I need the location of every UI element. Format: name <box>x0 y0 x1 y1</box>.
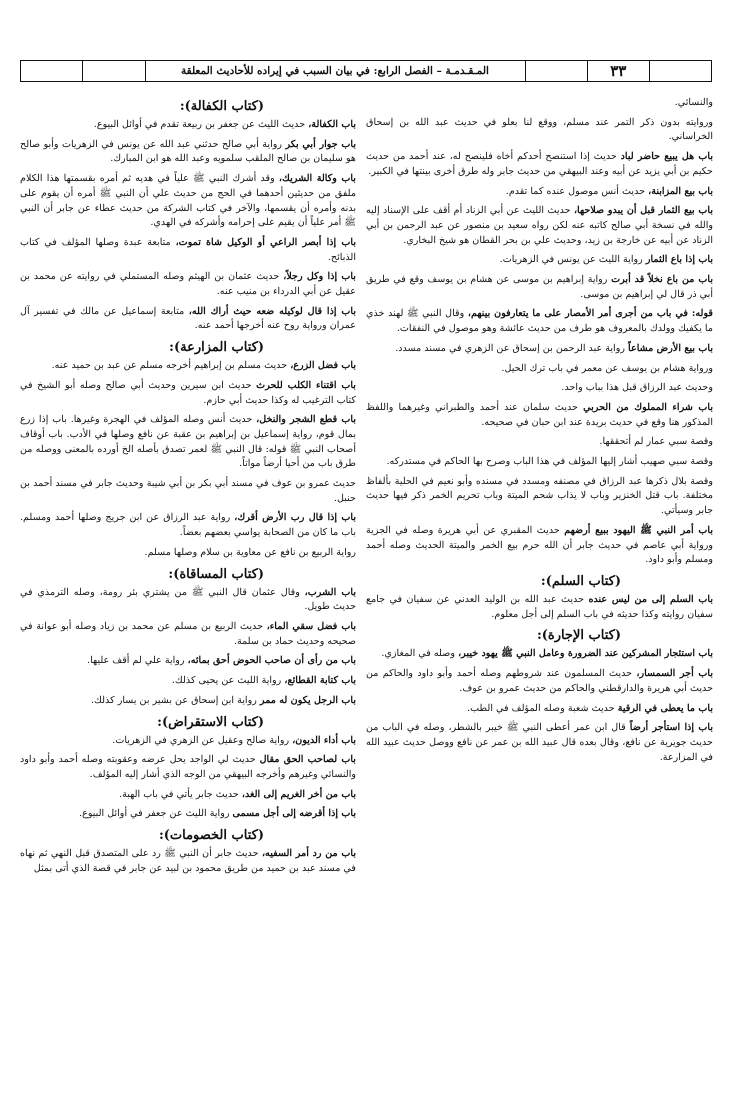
paragraph <box>20 674 356 689</box>
chapter-label: باب إذا استأجر أرضاً <box>629 722 713 734</box>
paragraph-text: حديث جابر أن النبي ﷺ رد على المتصدق قبل النهي ثم نهاه في مسند عبد بن حميد من طريق محمود بن لبيد عن جابر في قصة الذي أتى بمثل <box>20 848 356 874</box>
section-heading: (كتاب الكفالة): <box>179 99 264 114</box>
chapter-label: باب إذا باع الثمار <box>645 254 713 266</box>
paragraph-text: حديث لي الواجد يحل عرضه وعقوبته وصله أحمد وأبو داود والنسائي وغيرهم وأخرجه البيهقي من الوجه الذي أشار إليه المؤلف. <box>20 754 356 780</box>
paragraph <box>366 647 713 662</box>
right-text-column <box>366 96 713 1056</box>
paragraph-text: وروايته بدون ذكر التمر عند مسلم، ووقع لنا بعلو في حديث عبد الله بن إسحاق الخراساني. <box>366 116 713 143</box>
chapter-label: باب بيع الأرض مشاعاً <box>628 342 713 354</box>
paragraph <box>20 753 356 782</box>
chapter-label: باب استئجار المشركين عند الضرورة وعامل النبي ﷺ يهود خيبر، <box>458 648 713 660</box>
chapter-label: قوله: في باب من أجرى أمر الأمصار على ما يتعارفون بينهم، <box>467 308 713 320</box>
chapter-label: باب فضل سقي الماء، <box>266 620 356 632</box>
paragraph-text: حديث مسلم بن إبراهيم أخرجه مسلم عن عبد بن حميد عنه. <box>51 360 291 372</box>
paragraph <box>366 667 713 696</box>
paragraph-text: حديث الليث عن أبي الزناد أم أقف على الإسناد إليه والله في نسخة أبي صالح كاتبه عنه لكن رواه سعيد بن منصور عن عبد الرحمن بن أبي الزناد عن أبيه عن خارجة بن زيد، وحديث علي بن بحر القطان هو شيخ البخاري. <box>366 205 713 246</box>
paragraph-text: حديث شعبة وصله المؤلف في الطب. <box>467 702 618 714</box>
paragraph <box>20 694 356 709</box>
paragraph-text: وقال عثمان قال النبي ﷺ من يشتري بئر رومة، وصله الترمذي في حديث طويل. <box>20 586 356 613</box>
chapter-label: باب من أخر الغريم إلى الغد، <box>241 788 356 800</box>
paragraph-text: وقصة سبي صهيب أشار إليها المؤلف في هذا الباب وصرح بها الحاكم في مستدركه. <box>386 456 713 468</box>
paragraph <box>20 788 356 803</box>
chapter-label: باب اقتناء الكلب للحرث <box>256 379 356 391</box>
chapter-label: باب إذا قال رب الأرض أقرك، <box>234 512 356 524</box>
paragraph <box>366 362 713 377</box>
chapter-label: باب الشرب، <box>304 586 356 598</box>
left-text-column <box>20 96 356 1061</box>
chapter-label: باب هل يبيع حاضر لباد <box>620 151 713 163</box>
running-title: المـقـدمـة – الفصل الرابع: في بيان السبب في إيراده للأحاديث المعلقة <box>145 61 525 81</box>
chapter-label: باب ما يعطى في الرقية <box>617 702 713 714</box>
paragraph <box>366 96 713 111</box>
chapter-label: باب أجر السمسار، <box>636 668 713 680</box>
paragraph <box>20 270 356 299</box>
chapter-label: باب إذا أبصر الراعي أو الوكيل شاة تموت، <box>175 236 356 248</box>
paragraph <box>20 413 356 472</box>
chapter-label: باب الكفالة، <box>308 119 356 130</box>
running-header <box>20 60 712 82</box>
paragraph <box>20 847 356 876</box>
paragraph <box>366 150 713 179</box>
paragraph-text: حديث أنس موصول عنده كما تقدم. <box>505 185 649 197</box>
chapter-label: باب جوار أبي بكر <box>285 138 356 150</box>
paragraph-text: وقد أشرك النبي ﷺ علياً في هديه ثم أمره بقسمتها هذا الكلام ملفق من حديثين أحدهما في الحج من حديث علي أن النبي ﷺ أمره أن يقوم على بدنه وأمره أن يقسمها، والآخر في كتاب الشركة من حديث عطاء عن جابر أن النبي ﷺ أمر علياً أن يقيم على إحرامه وأشركه في الهدي. <box>20 173 356 229</box>
chapter-label: باب بيع المزابنة، <box>648 185 713 197</box>
chapter-label: باب إذا وكل رجلاً، <box>283 271 356 283</box>
paragraph <box>20 359 356 374</box>
paragraph-text: رواية إبراهيم بن موسى عن هشام بن يوسف وقع في طريق أبي ذر قال لي إبراهيم بن موسى. <box>366 274 713 300</box>
section-heading: (كتاب الاستقراض): <box>157 714 264 730</box>
paragraph <box>366 342 713 357</box>
paragraph <box>20 118 356 133</box>
paragraph-text: رواية أبي صالح حدثني عبد الله عن يونس في الزهريات وأبو صالح هو سليمان بن صالح الملقب سلمويه وعبد الله هو ابن المبارك. <box>20 138 356 165</box>
paragraph <box>20 138 356 167</box>
header-cell-empty <box>649 61 711 81</box>
paragraph <box>366 273 713 302</box>
paragraph-text: رواية الليث عن يونس في الزهريات. <box>499 254 646 266</box>
paragraph <box>20 379 356 408</box>
paragraph-text: وحديث عبد الرزاق قبل هذا بباب واحد. <box>561 382 713 394</box>
chapter-label: باب من رأى أن صاحب الحوض أحق بمائه، <box>187 655 356 667</box>
paragraph-text: حديث عبد الله بن الوليد العدني عن سفيان في جامع سفيان روايته وكذا حديثه في باب السلم إلى أجل معلوم. <box>366 593 713 620</box>
paragraph <box>366 253 713 268</box>
paragraph <box>20 477 356 506</box>
paragraph <box>20 620 356 649</box>
paragraph-text: متابعة إسماعيل عن مالك في تفسير آل عمران ورواية روح عنه أخرجها أحمد عنه. <box>20 305 356 332</box>
paragraph-text: وقصة سبي عمار لم أتحققها. <box>599 436 713 448</box>
paragraph-text: حديث عثمان بن الهيثم وصله المستملي في روايته عن محمد بن عقيل عن أبي الدرداء بن منيب عنه. <box>20 271 356 298</box>
paragraph-text: حديث أنس وصله المؤلف في الهجرة وغيرها. باب إذا زرع بمال قوم، رواية إسماعيل بن إبراهيم بن عقبة عن نافع وصلها في الأدب. باب أوقاف أصحاب النبي ﷺ قوله: قال النبي ﷺ لعمر تصدق بأصله الخ أورده بالمعنى ووصله من طرق باب من أحيا أرضاً مواتاً. <box>20 414 356 470</box>
chapter-label: باب إذا قال لوكيله ضعه حيث أراك الله، <box>188 305 356 317</box>
paragraph-text: رواية عبد الرزاق عن ابن جريج وصلها أحمد ومسلم. باب ما كان من الصحابة يواسي بعضهم بعضاً. <box>20 512 356 539</box>
paragraph <box>366 475 713 519</box>
chapter-label: باب من رد أمر السفيه، <box>261 848 356 860</box>
paragraph-text: حديث ابن سيرين وحديث أبي صالح وصله أبو الشيخ في كتاب الترغيب له وكذا حديث أبي حازم. <box>20 379 356 406</box>
paragraph <box>366 381 713 396</box>
chapter-label: باب قطع الشجر والنخل، <box>256 414 356 426</box>
paragraph-text: رواية الربيع بن نافع عن معاوية بن سلام وصلها مسلم. <box>144 546 356 558</box>
section-heading: (كتاب المزارعة): <box>169 340 264 356</box>
chapter-label: باب من باع نخلاً قد أبرت <box>611 274 713 286</box>
section-heading: (كتاب المساقاة): <box>168 566 264 582</box>
paragraph <box>366 702 713 717</box>
paragraph-text: حديث إذا استنصح أحدكم أخاه فلينصح له، عند أحمد من حديث حكيم بن أبي يزيد عن أبيه وعند البيهقي من حديث جابر وله طرق أخرى بينتها في الكبير. <box>366 151 713 177</box>
chapter-label: باب إذا أقرضه إلى أجل مسمى <box>232 808 356 820</box>
paragraph-text: ورواية هشام بن يوسف عن معمر في باب ترك الحيل. <box>501 362 713 374</box>
chapter-label: باب كتابة القطائع، <box>284 675 356 687</box>
chapter-label: باب أداء الديون، <box>292 734 356 746</box>
chapter-label: باب شراء المملوك من الحربي <box>583 401 713 413</box>
header-cell-empty <box>82 61 144 81</box>
paragraph <box>366 401 713 430</box>
paragraph <box>366 185 713 200</box>
paragraph-text: قال ابن عمر أعطى النبي ﷺ خيبر بالشطر، وصله في الباب من حديث جويرية عن نافع، وقال بعده قال عبيد الله بن عمر عن نافع ووصل حديث عبيد الله في المزارعة. <box>366 722 713 763</box>
paragraph-text: حديث جابر يأتي في باب الهبة. <box>119 788 242 800</box>
paragraph <box>366 721 713 765</box>
chapter-label: باب السلم إلى من ليس عنده <box>588 593 713 605</box>
page-number: ٣٣ <box>587 61 649 81</box>
paragraph-text: حديث الليث عن جعفر بن ربيعة تقدم في أوائل البيوع. <box>93 119 309 130</box>
paragraph-text: وقصة بلال ذكرها عبد الرزاق في مصنفه ومسدد في مسنده وأبو نعيم في الحلية بألفاظ مختلفة. باب قتل الخنزير وباب لا يذاب شحم الميتة وباب تحريم الخمر ذكر فيها حديث جابر وسيأتي. <box>366 475 713 517</box>
paragraph <box>20 734 356 749</box>
paragraph <box>366 116 713 145</box>
paragraph <box>366 455 713 470</box>
paragraph <box>20 586 356 615</box>
chapter-label: باب فضل الزرع، <box>290 360 356 372</box>
paragraph-text: رواية عبد الرحمن بن إسحاق عن الزهري في مسند مسدد. <box>395 342 629 354</box>
section-heading: (كتاب الخصومات): <box>158 828 264 844</box>
chapter-label: باب أمر النبي ﷺ اليهود ببيع أرضهم <box>564 524 713 536</box>
paragraph-text: رواية صالح وعقيل عن الزهري في الزهريات. <box>112 734 293 746</box>
section-heading: (كتاب الإجارة): <box>536 628 621 644</box>
paragraph <box>20 305 356 334</box>
chapter-label: باب بيع الثمار قبل أن يبدو صلاحها، <box>573 205 713 217</box>
header-cell-empty <box>525 61 587 81</box>
paragraph <box>20 511 356 540</box>
paragraph-text: حديث سلمان عند أحمد والطبراني وغيرهما واللفظ المذكور هنا وقع في حديث بريدة عند ابن حبان في صحيحه. <box>366 401 713 428</box>
paragraph <box>366 524 713 568</box>
chapter-label: باب لصاحب الحق مقال <box>259 754 356 766</box>
paragraph <box>366 204 713 248</box>
paragraph-text: رواية الليث عن جعفر في أوائل البيوع. <box>79 808 233 820</box>
paragraph-text: رواية الليث عن يحيى كذلك. <box>171 675 285 687</box>
paragraph-text: رواية ابن إسحاق عن بشير بن يسار كذلك. <box>91 694 260 706</box>
paragraph <box>366 435 713 450</box>
paragraph <box>20 654 356 669</box>
paragraph-text: والنسائي. <box>674 97 713 108</box>
paragraph-text: حديث المقبري عن أبي هريرة وصله في الجزية ورواية أبي عاصم في حديث جابر أن الله حرم بيع الخمر والميتة الحديث وصله أحمد ومسلم وأبو داود. <box>366 524 713 566</box>
paragraph-text: حديث الربيع بن مسلم عن محمد بن زياد وصله أبو عوانة في صحيحه وحديث حماد بن سلمة. <box>20 620 356 647</box>
paragraph-text: رواية علي لم أقف عليها. <box>87 655 188 667</box>
paragraph-text: وقال النبي ﷺ لهند خذي ما يكفيك وولدك بالمعروف هو طرف من حديث عائشة وهو موصول في النفقات. <box>366 308 713 335</box>
paragraph-text: حديث عمرو بن عوف في مسند أبي بكر بن أبي شيبة وحديث جابر في مسند أحمد بن حنبل. <box>20 478 356 504</box>
paragraph <box>20 172 356 231</box>
paragraph <box>20 546 356 561</box>
paragraph <box>20 236 356 265</box>
paragraph-text: متابعة عبدة وصلها المؤلف في كتاب الذبائح. <box>20 236 356 263</box>
paragraph <box>366 307 713 336</box>
paragraph <box>20 807 356 822</box>
chapter-label: باب الرجل يكون له ممر <box>259 694 356 706</box>
paragraph-text: وصله في المغازي. <box>381 648 459 660</box>
header-cell-empty <box>21 61 82 81</box>
paragraph <box>366 593 713 622</box>
section-heading: (كتاب السلم): <box>540 573 621 589</box>
chapter-label: باب وكالة الشريك، <box>278 173 356 185</box>
paragraph-text: حديث المسلمون عند شروطهم وصله أحمد وأبو داود والحاكم من حديث أبي هريرة والدارقطني والحاكم من حديث عمرو بن عوف. <box>366 668 713 694</box>
